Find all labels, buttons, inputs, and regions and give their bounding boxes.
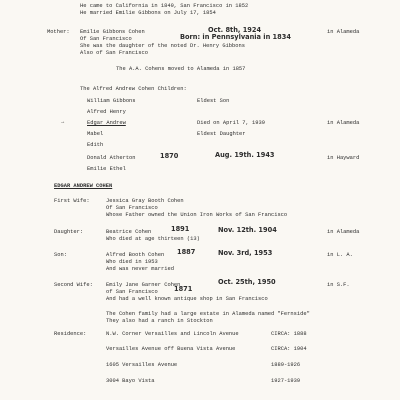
second-wife-label: Second Wife:	[54, 282, 93, 288]
child-note: Eldest Son	[197, 98, 230, 104]
child-place: in Hayward	[327, 155, 360, 161]
marker-arrow: →	[61, 119, 65, 125]
child-name: William Gibbons	[87, 98, 136, 104]
daughter-label: Daughter:	[54, 229, 84, 235]
child-name: Emilie Ethel	[87, 166, 126, 172]
child-place: in Alameda	[327, 120, 360, 126]
second-wife-name: Emily Jane Garner Cohen	[106, 282, 181, 288]
first-wife-of: Of San Francisco	[106, 205, 158, 211]
daughter-date: Nov. 12th. 1904	[218, 226, 277, 234]
first-wife-label: First Wife:	[54, 198, 90, 204]
child-date: Aug. 19th. 1943	[215, 151, 275, 159]
mother-of: Of San Francisco	[80, 36, 132, 42]
family-note-line-1: The Cohen family had a large estate in Alameda named "Fernside"	[106, 311, 310, 317]
child-note: Eldest Daughter	[197, 131, 246, 137]
mother-died-date: Oct. 8th, 1924	[208, 26, 262, 34]
intro-line-2: He married Emilie Gibbons on July 17, 1854	[80, 10, 216, 16]
mother-name: Emilie Gibbons Cohen	[80, 29, 145, 35]
residence-label: Residence:	[54, 331, 87, 337]
child-name: Mabel	[87, 131, 104, 137]
child-name: Alfred Henry	[87, 109, 126, 115]
intro-line-1: He came to California in 1849, San Francisco in 1852	[80, 3, 249, 9]
children-heading: The Alfred Andrew Cohen Children:	[80, 86, 187, 92]
mother-daughter-of: She was the daughter of the noted Dr. Henry Gibbons	[80, 43, 245, 49]
son-married: And was never married	[106, 266, 174, 272]
child-year: 1870	[160, 152, 179, 160]
son-place: in L. A.	[327, 252, 353, 258]
residence-date: 1927-1939	[271, 378, 301, 384]
residence-address: Versailles Avenue off Buena Vista Avenue	[106, 346, 236, 352]
son-label: Son:	[54, 252, 67, 258]
first-wife-note: Whose Father owned the Union Iron Works of San Francisco	[106, 212, 288, 218]
residence-address: N.W. Corner Versailles and Lincoln Avenue	[106, 331, 239, 337]
daughter-place: in Alameda	[327, 229, 360, 235]
son-died: Who died in 1953	[106, 259, 158, 265]
second-wife-place: in S.F.	[327, 282, 350, 288]
residence-date: CIRCA: 1904	[271, 346, 307, 352]
son-name: Alfred Booth Cohen	[106, 252, 165, 258]
section-heading: EDGAR ANDREW COHEN	[54, 183, 113, 189]
mother-born: Born: in Pennsylvania in 1834	[180, 33, 291, 41]
moved-note: The A.A. Cohens moved to Alameda in 1857	[116, 66, 246, 72]
second-wife-date: Oct. 25th, 1950	[218, 278, 276, 286]
daughter-note: Who died at age thirteen (13)	[106, 236, 200, 242]
first-wife-name: Jessica Gray Booth Cohen	[106, 198, 184, 204]
residence-address: 3004 Bayo Vista	[106, 378, 155, 384]
second-wife-note: And had a well known antique shop in San Francisco	[106, 296, 268, 302]
daughter-name: Beatrice Cohen	[106, 229, 152, 235]
mother-also: Also of San Francisco	[80, 50, 148, 56]
residence-date: 1889-1926	[271, 362, 301, 368]
daughter-year: 1891	[171, 225, 190, 233]
residence-address: 1605 Versailles Avenue	[106, 362, 178, 368]
mother-label: Mother:	[47, 29, 70, 35]
son-year: 1887	[177, 248, 196, 256]
child-name: Donald Atherton	[87, 155, 136, 161]
mother-died-place: in Alameda	[327, 29, 360, 35]
residence-date: CIRCA: 1888	[271, 331, 307, 337]
second-wife-of: of San Francisco	[106, 289, 158, 295]
child-name: Edith	[87, 142, 104, 148]
family-note-line-2: They also had a ranch in Stockton	[106, 318, 213, 324]
second-wife-year: 1871	[174, 285, 193, 293]
son-date: Nov. 3rd, 1953	[218, 249, 273, 257]
child-name: Edgar Andrew	[87, 120, 126, 126]
child-note: Died on April 7, 1939	[197, 120, 265, 126]
